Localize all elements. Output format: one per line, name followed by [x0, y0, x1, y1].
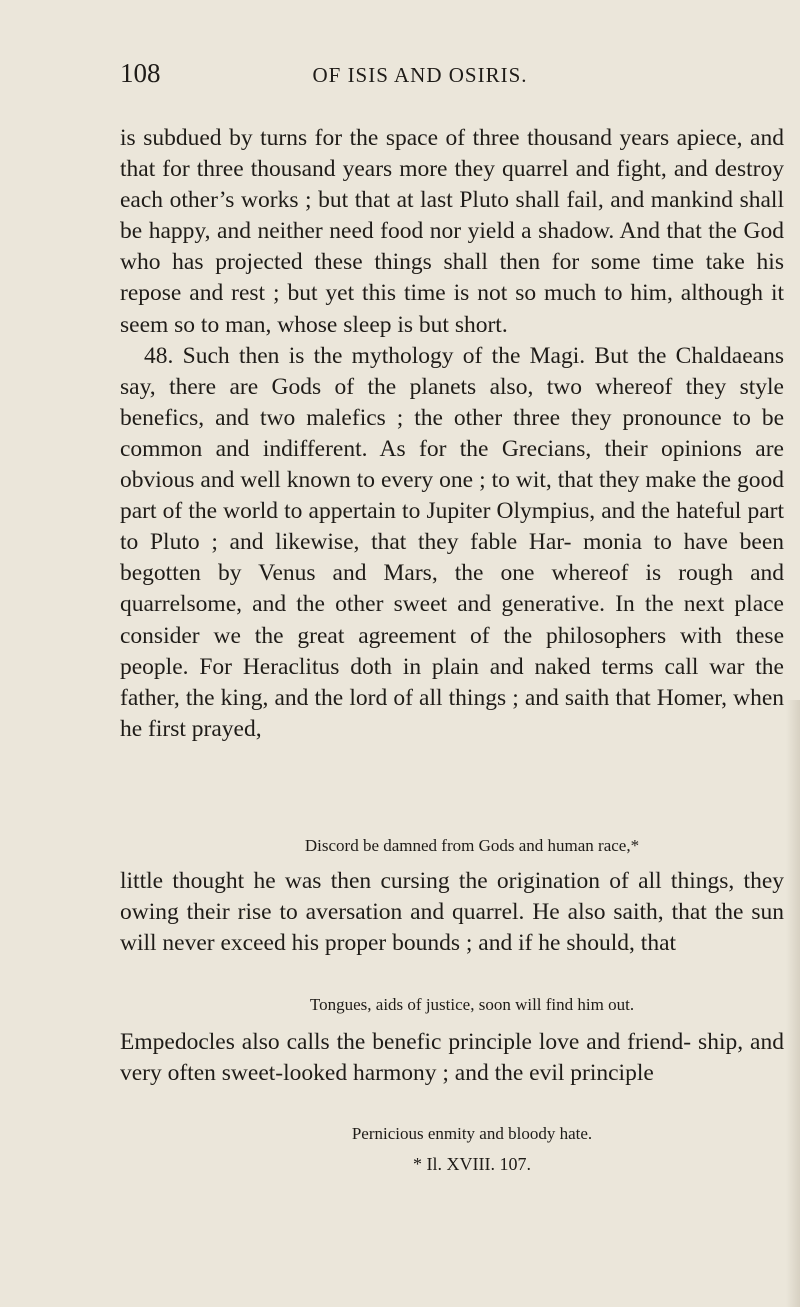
verse-quotation-tongues: Tongues, aids of justice, soon will find him out.	[309, 995, 635, 1014]
paragraph-continuation: is subdued by turns for the space of three thousand years apiece, and that for three thousand years more they quarrel and fight, and destroy each other’s works ; but that at last Pluto shall fail, and mankind shall be happy, and neither need food nor yield a shadow. And that the God who has projected these things shall then for some time take his repose and rest ; but yet this time is not so much to him, although it seem so to man, whose sleep is but short.	[120, 125, 784, 338]
verse-quotation-discord: Discord be damned from Gods and human race,*	[304, 836, 640, 855]
verse-quotation-enmity: Pernicious enmity and bloody hate.	[351, 1124, 593, 1143]
text-block-1	[120, 123, 784, 745]
paragraph-empedocles: Empedocles also calls the benefic principle love and friend- ship, and very often sweet-looked harmony ; and the evil principle	[120, 1029, 784, 1087]
text-block-3	[120, 1027, 784, 1089]
text-block-2	[120, 866, 784, 959]
running-title: OF ISIS AND OSIRIS.	[312, 63, 528, 87]
footnote: * Il. XVIII. 107.	[413, 1154, 531, 1174]
paragraph-heraclitus-cont: little thought he was then cursing the origination of all things, they owing their rise to aversation and quarrel. He also saith, that the sun will never exceed his proper bounds ; and if he should, that	[120, 868, 784, 957]
page-number: 108	[120, 58, 161, 88]
page-edge-shadow	[786, 700, 800, 1307]
paragraph-48: 48. Such then is the mythology of the Magi. But the Chaldaeans say, there are Gods of the planets also, two whereof they style benefics, and two malefics ; the other three they pronounce to be common and indifferent. As for the Grecians, their opinions are obvious and well known to every one ; to wit, that they make the good part of the world to appertain to Jupiter Olympius, and the hateful part to Pluto ; and likewise, that they fable Har- monia to have been begotten by Venus and Mars, the one whereof is rough and quarrelsome, and the other sweet and generative. In the next place consider we the great agreement of the philosophers with these people. For Heraclitus doth in plain and naked terms call war the father, the king, and the lord of all things ; and saith that Homer, when he first prayed,	[120, 342, 784, 742]
